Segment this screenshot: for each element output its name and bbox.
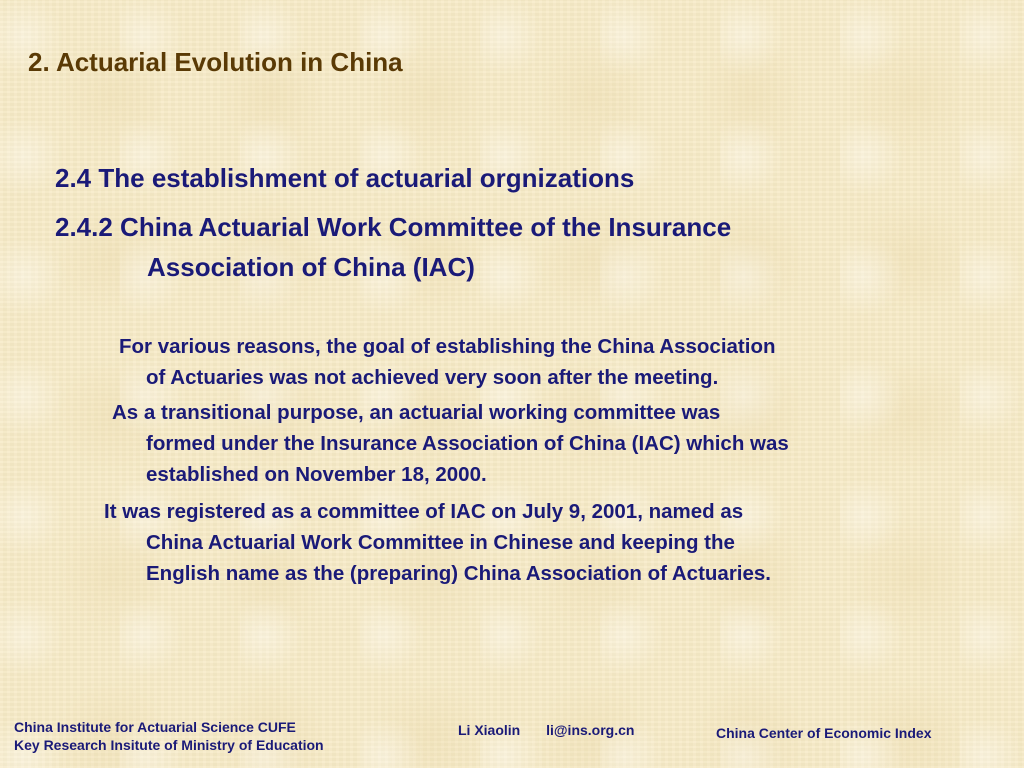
- paragraph-1-line-2: of Actuaries was not achieved very soon after the meeting.: [146, 366, 719, 389]
- footer-center-name: China Center of Economic Index: [716, 725, 932, 741]
- paragraph-3-line-1: It was registered as a committee of IAC on July 9, 2001, named as: [104, 500, 744, 523]
- footer-author: [458, 721, 634, 739]
- footer-institution: [14, 718, 324, 754]
- paragraph-1: [119, 331, 979, 393]
- slide-title: 2. Actuarial Evolution in China: [28, 47, 403, 77]
- footer-author-email: li@ins.org.cn: [546, 722, 635, 738]
- footer-institution-line-2: Key Research Insitute of Ministry of Education: [14, 737, 324, 753]
- subsection-heading: [55, 207, 975, 287]
- paragraph-2-line-2: formed under the Insurance Association of China (IAC) which was: [146, 432, 789, 455]
- paragraph-3-line-3: English name as the (preparing) China Association of Actuaries.: [146, 562, 771, 585]
- section-heading: 2.4 The establishment of actuarial orgnizations: [55, 163, 635, 193]
- paragraph-3: [104, 496, 984, 589]
- paragraph-2-line-3: established on November 18, 2000.: [146, 463, 487, 486]
- subsection-heading-line-1: 2.4.2 China Actuarial Work Committee of the Insurance: [55, 212, 732, 242]
- paragraph-2-line-1: As a transitional purpose, an actuarial working committee was: [112, 401, 721, 424]
- subsection-heading-line-2: Association of China (IAC): [147, 252, 475, 282]
- footer-author-name: Li Xiaolin: [458, 722, 521, 738]
- paragraph-2: [112, 397, 982, 490]
- paragraph-3-line-2: China Actuarial Work Committee in Chinese and keeping the: [146, 531, 735, 554]
- footer-institution-line-1: China Institute for Actuarial Science CUFE: [14, 719, 296, 735]
- paragraph-1-line-1: For various reasons, the goal of establishing the China Association: [119, 335, 776, 358]
